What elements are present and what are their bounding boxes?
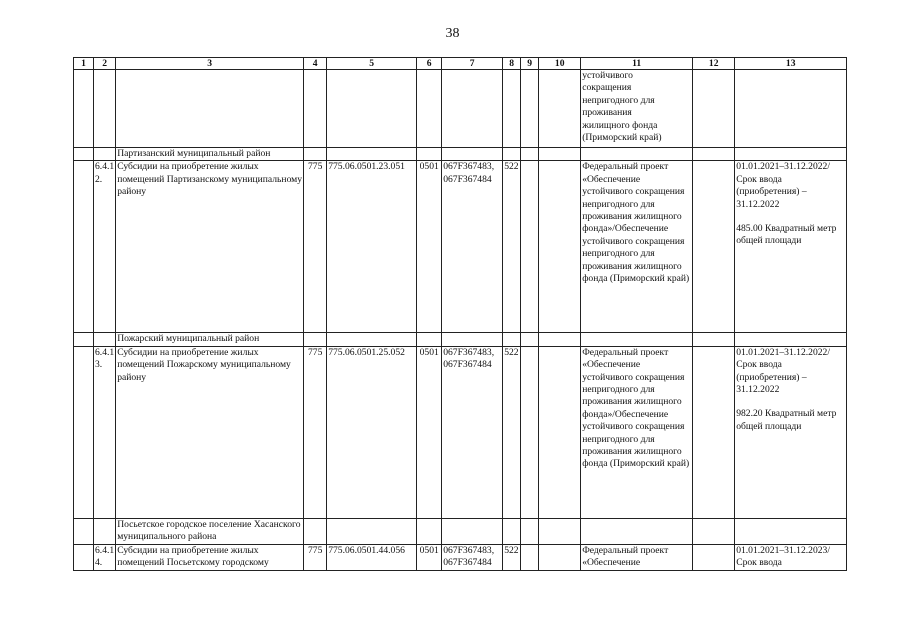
section-title: Пожарский муниципальный район [117, 333, 260, 345]
column-number-header: 1 [74, 58, 94, 70]
column-number-header: 5 [327, 58, 417, 70]
budget-table [73, 57, 847, 571]
col6-value: 0501 [419, 544, 439, 556]
table-row [74, 544, 847, 570]
column-number-header: 3 [116, 58, 304, 70]
column-number-header: 10 [539, 58, 581, 70]
column-number-header: 6 [417, 58, 442, 70]
col7-value: 067F367483, 067F367484 [443, 161, 495, 185]
continuation-row [74, 70, 847, 148]
col11-value: Федеральный проект «Обеспечение устойчивого сокращения непригодного для проживания жилищного фонда»/Обеспечение устойчивого сокращения непригодного для проживания жилищного фонда (Приморский край) [582, 161, 690, 285]
section-title: Посьетское городское поселение Хасанского муниципального района [117, 519, 301, 543]
section-title: Партизанский муниципальный район [117, 148, 271, 159]
col13-dates: 01.01.2021–31.12.2022/ Срок ввода (приобретения) – 31.12.2022 [736, 346, 830, 396]
col13-dates: 01.01.2021–31.12.2023/ Срок ввода [736, 544, 830, 569]
col6-value: 0501 [419, 161, 439, 173]
section-header-row [74, 518, 847, 544]
column-number-header: 2 [94, 58, 116, 70]
column-number-header: 12 [693, 58, 735, 70]
row-number: 6.4.1 4. [95, 544, 115, 569]
column-number-header: 11 [581, 58, 693, 70]
row-name: Субсидии на приобретение жилых помещений Партизанскому муниципальному району [117, 161, 303, 198]
column-number-header: 9 [521, 58, 539, 70]
col5-value: 775.06.0501.23.051 [328, 161, 405, 173]
col4-value: 775 [307, 544, 323, 556]
col11-value: Федеральный проект «Обеспечение [582, 544, 669, 569]
column-number-header: 13 [735, 58, 847, 70]
col4-value: 775 [307, 161, 323, 173]
col5-value: 775.06.0501.44.056 [328, 544, 405, 556]
col8-value: 522 [504, 544, 519, 556]
col8-value: 522 [504, 346, 519, 358]
column-number-header: 7 [442, 58, 503, 70]
page-number: 38 [445, 26, 460, 41]
col13-area: 485.00 Квадратный метр общей площади [736, 223, 837, 247]
continuation-col11: устойчивого сокращения непригодного для проживания жилищного фонда (Приморский край) [582, 70, 662, 144]
col13-dates: 01.01.2021–31.12.2022/ Срок ввода (приобретения) – 31.12.2022 [736, 161, 830, 210]
row-name: Субсидии на приобретение жилых помещений Посьетскому городскому [117, 544, 269, 569]
col8-value: 522 [504, 161, 519, 173]
row-number: 6.4.1 2. [95, 161, 115, 185]
table-row [74, 161, 847, 333]
col7-value: 067F367483, 067F367484 [443, 346, 495, 371]
section-header-row [74, 333, 847, 346]
column-number-header: 4 [304, 58, 327, 70]
row-number: 6.4.1 3. [95, 346, 115, 371]
col13-area: 982.20 Квадратный метр общей площади [736, 408, 837, 432]
table-row [74, 346, 847, 518]
column-number-header: 8 [503, 58, 521, 70]
col4-value: 775 [307, 346, 323, 358]
section-header-row [74, 148, 847, 161]
col11-value: Федеральный проект «Обеспечение устойчивого сокращения непригодного для проживания жилищного фонда»/Обеспечение устойчивого сокращения непригодного для проживания жилищного фонда (Приморский край) [582, 346, 690, 470]
col7-value: 067F367483, 067F367484 [443, 544, 495, 569]
col5-value: 775.06.0501.25.052 [328, 346, 405, 358]
column-number-row [74, 58, 847, 70]
col6-value: 0501 [419, 346, 439, 358]
row-name: Субсидии на приобретение жилых помещений Пожарскому муниципальному району [117, 346, 291, 383]
